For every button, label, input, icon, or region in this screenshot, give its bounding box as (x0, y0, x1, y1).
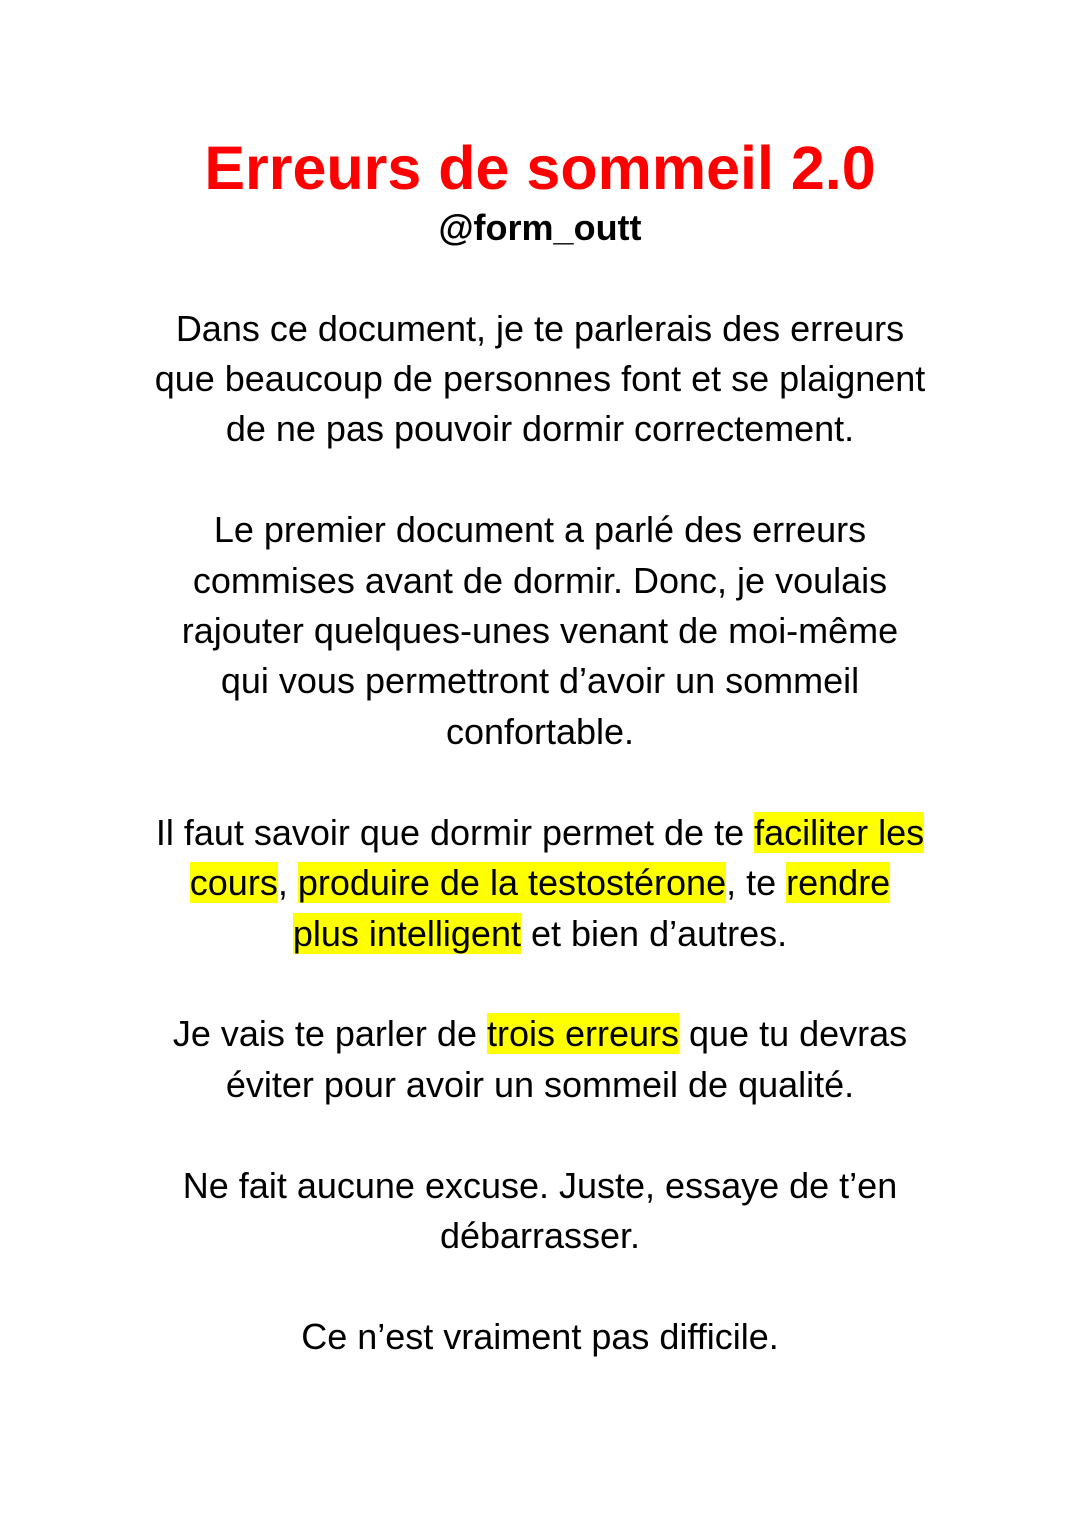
text-line (0, 606, 1080, 656)
document-page (0, 133, 1080, 1363)
text-segment: qui vous permettront d’avoir un sommeil (220, 660, 860, 702)
highlighted-text: faciliter les (754, 811, 925, 853)
text-line (0, 656, 1080, 706)
text-line (0, 1161, 1080, 1211)
text-segment: Dans ce document, je te parlerais des erreurs (175, 307, 905, 349)
paragraph (0, 808, 1080, 959)
paragraph (0, 304, 1080, 455)
text-segment: , (277, 862, 298, 904)
text-line (0, 404, 1080, 454)
author-handle: @form_outt (438, 207, 642, 248)
text-segment: , te (726, 862, 787, 904)
text-line (0, 304, 1080, 354)
paragraph (0, 1312, 1080, 1362)
highlighted-text: cours (189, 862, 278, 904)
document-body (0, 304, 1080, 1363)
text-segment: que tu devras (679, 1013, 908, 1055)
text-line (0, 858, 1080, 908)
text-segment: Ce n’est vraiment pas difficile. (301, 1316, 779, 1358)
paragraph (0, 505, 1080, 757)
text-segment: débarrasser. (439, 1215, 641, 1257)
highlighted-text: trois erreurs (486, 1013, 680, 1055)
text-line (0, 707, 1080, 757)
text-segment: et bien d’autres. (520, 912, 788, 954)
text-segment: de ne pas pouvoir dormir correctement. (225, 408, 855, 450)
text-line (0, 909, 1080, 959)
document-title: Erreurs de sommeil 2.0 (204, 134, 876, 202)
text-line (0, 354, 1080, 404)
text-line (0, 1060, 1080, 1110)
text-segment: commises avant de dormir. Donc, je voulais (192, 559, 888, 601)
text-line (0, 505, 1080, 555)
highlighted-text: plus intelligent (292, 912, 521, 954)
text-segment: éviter pour avoir un sommeil de qualité. (225, 1063, 855, 1105)
text-segment: Il faut savoir que dormir permet de te (155, 811, 755, 853)
highlighted-text: produire de la testostérone (297, 862, 727, 904)
text-segment: Ne fait aucune excuse. Juste, essaye de t’en (182, 1164, 898, 1206)
text-segment: Le premier document a parlé des erreurs (213, 509, 867, 551)
text-line (0, 808, 1080, 858)
text-segment: Je vais te parler de (172, 1013, 487, 1055)
text-line (0, 1312, 1080, 1362)
highlighted-text: rendre (786, 862, 891, 904)
text-segment: que beaucoup de personnes font et se plaignent (154, 357, 926, 399)
paragraph (0, 1009, 1080, 1110)
text-line (0, 1009, 1080, 1059)
text-line (0, 556, 1080, 606)
paragraph (0, 1161, 1080, 1262)
text-line (0, 1211, 1080, 1261)
text-segment: rajouter quelques-unes venant de moi-même (181, 610, 899, 652)
text-segment: confortable. (445, 710, 635, 752)
